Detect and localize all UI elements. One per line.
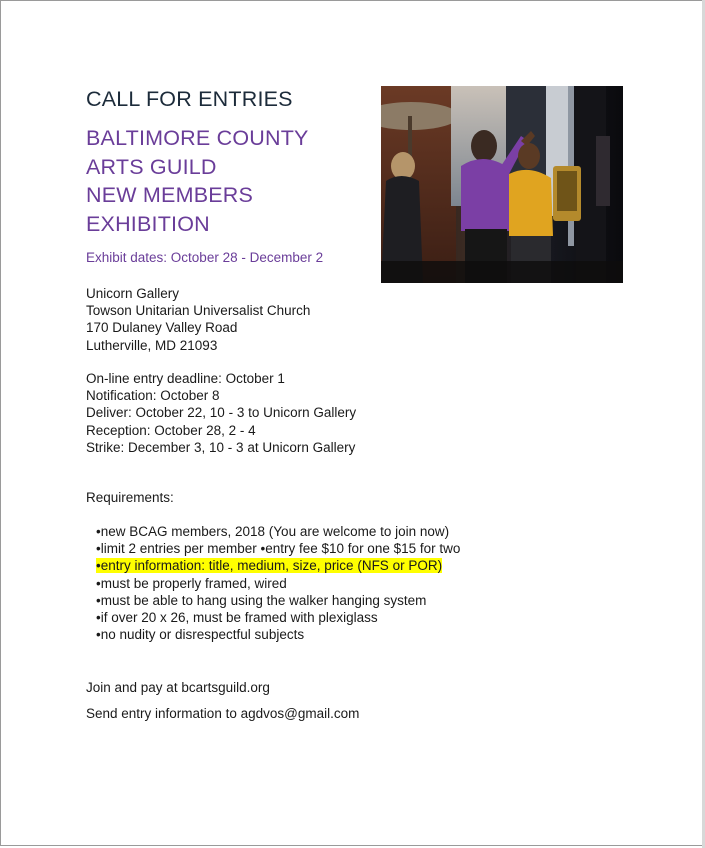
requirement-item: •must be properly framed, wired [96, 575, 287, 591]
requirement-item: •no nudity or disrespectful subjects [96, 627, 305, 643]
venue-line: Lutherville, MD 21093 [86, 337, 218, 353]
join-info: Join and pay at bcartsguild.org [86, 680, 270, 695]
requirement-item: •limit 2 entries per member •entry fee $10 for one $15 for two [96, 541, 461, 557]
requirement-item: •if over 20 x 26, must be framed with plexiglass [96, 610, 378, 626]
schedule-line: Notification: October 8 [86, 388, 220, 404]
exhibit-dates: Exhibit dates: October 28 - December 2 [86, 250, 324, 265]
exhibition-photo [381, 86, 623, 283]
org-line: NEW MEMBERS [86, 183, 254, 208]
venue-line: 170 Dulaney Valley Road [86, 320, 238, 336]
org-line: BALTIMORE COUNTY [86, 126, 309, 150]
send-info: Send entry information to agdvos@gmail.com [86, 706, 360, 721]
schedule [86, 370, 356, 456]
schedule-line: Deliver: October 22, 10 - 3 to Unicorn Gallery [86, 405, 357, 421]
page-heading: CALL FOR ENTRIES [86, 87, 293, 111]
requirement-item-highlighted [96, 557, 460, 574]
requirement-item: •must be able to hang using the walker hanging system [96, 592, 427, 608]
requirements-list [96, 523, 460, 643]
schedule-line: Reception: October 28, 2 - 4 [86, 422, 256, 438]
requirements-title: Requirements: [86, 490, 174, 505]
org-line: ARTS GUILD [86, 154, 217, 179]
requirement-item: •new BCAG members, 2018 (You are welcome to join now) [96, 524, 450, 539]
text-highlight: •entry information: title, medium, size, price (NFS or POR) [96, 558, 443, 574]
schedule-line: Strike: December 3, 10 - 3 at Unicorn Gallery [86, 439, 356, 455]
org-line: EXHIBITION [86, 211, 210, 236]
venue-line: Unicorn Gallery [86, 286, 180, 301]
schedule-line: On-line entry deadline: October 1 [86, 371, 285, 386]
organization-title [86, 124, 309, 238]
venue-line: Towson Unitarian Universalist Church [86, 303, 311, 319]
venue-address [86, 285, 310, 354]
